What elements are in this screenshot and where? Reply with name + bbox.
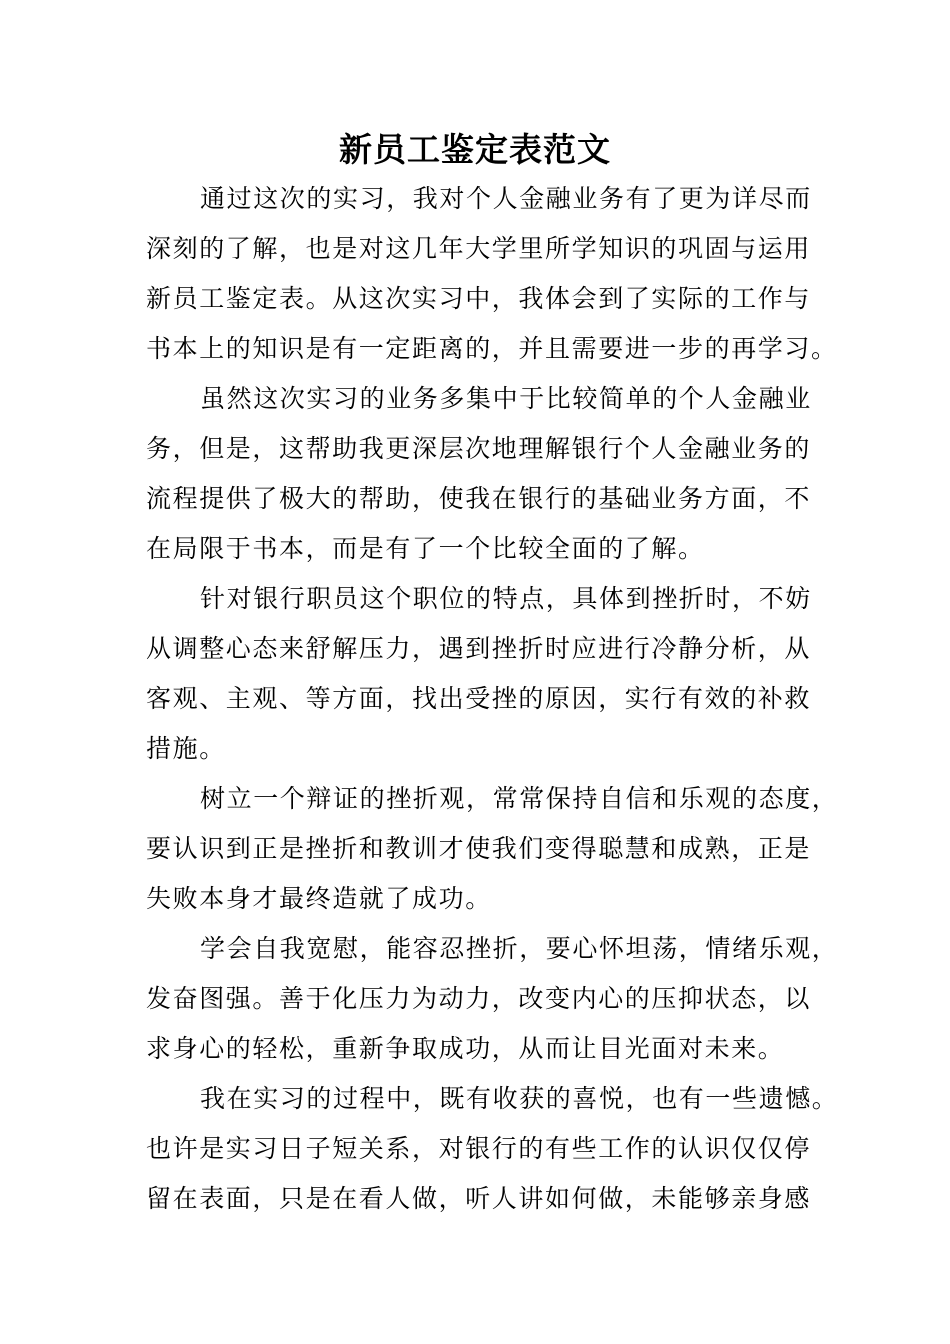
paragraph-line: 深刻的了解，也是对这几年大学里所学知识的巩固与运用 [146, 234, 812, 263]
paragraph-3 [146, 574, 818, 774]
paragraph-line: 留在表面，只是在看人做，听人讲如何做，未能够亲身感 [146, 1184, 812, 1213]
document-title: 新员工鉴定表范文 [339, 130, 611, 169]
paragraph-4 [146, 774, 839, 924]
document-body [146, 174, 839, 1224]
paragraph-line: 针对银行职员这个职位的特点，具体到挫折时，不妨 [200, 584, 812, 613]
paragraph-line: 客观、主观、等方面，找出受挫的原因，实行有效的补救 [146, 684, 812, 713]
paragraph-1 [146, 174, 838, 374]
paragraph-line: 失败本身才最终造就了成功。 [146, 884, 492, 913]
paragraph-line: 流程提供了极大的帮助，使我在银行的基础业务方面，不 [146, 484, 812, 513]
paragraph-line: 要认识到正是挫折和教训才使我们变得聪慧和成熟，正是 [146, 834, 812, 863]
paragraph-line: 树立一个辩证的挫折观，常常保持自信和乐观的态度， [200, 784, 839, 813]
paragraph-line: 我在实习的过程中，既有收获的喜悦，也有一些遗憾。 [200, 1084, 839, 1113]
paragraph-line: 通过这次的实习，我对个人金融业务有了更为详尽而 [200, 184, 812, 213]
paragraph-line: 求身心的轻松，重新争取成功，从而让目光面对未来。 [146, 1034, 785, 1063]
paragraph-line: 务，但是，这帮助我更深层次地理解银行个人金融业务的 [146, 434, 812, 463]
paragraph-line: 也许是实习日子短关系，对银行的有些工作的认识仅仅停 [146, 1134, 812, 1163]
paragraph-line: 虽然这次实习的业务多集中于比较简单的个人金融业 [200, 384, 812, 413]
paragraph-line: 新员工鉴定表。从这次实习中，我体会到了实际的工作与 [146, 284, 812, 313]
paragraph-6 [146, 1074, 839, 1224]
paragraph-5 [146, 924, 839, 1074]
paragraph-line: 学会自我宽慰，能容忍挫折，要心怀坦荡，情绪乐观， [200, 934, 839, 963]
paragraph-line: 措施。 [146, 734, 226, 763]
paragraph-2 [146, 374, 818, 574]
paragraph-line: 书本上的知识是有一定距离的，并且需要进一步的再学习。 [146, 334, 838, 363]
paragraph-line: 在局限于书本，而是有了一个比较全面的了解。 [146, 534, 705, 563]
paragraph-line: 发奋图强。善于化压力为动力，改变内心的压抑状态，以 [146, 984, 812, 1013]
paragraph-line: 从调整心态来舒解压力，遇到挫折时应进行冷静分析，从 [146, 634, 812, 663]
